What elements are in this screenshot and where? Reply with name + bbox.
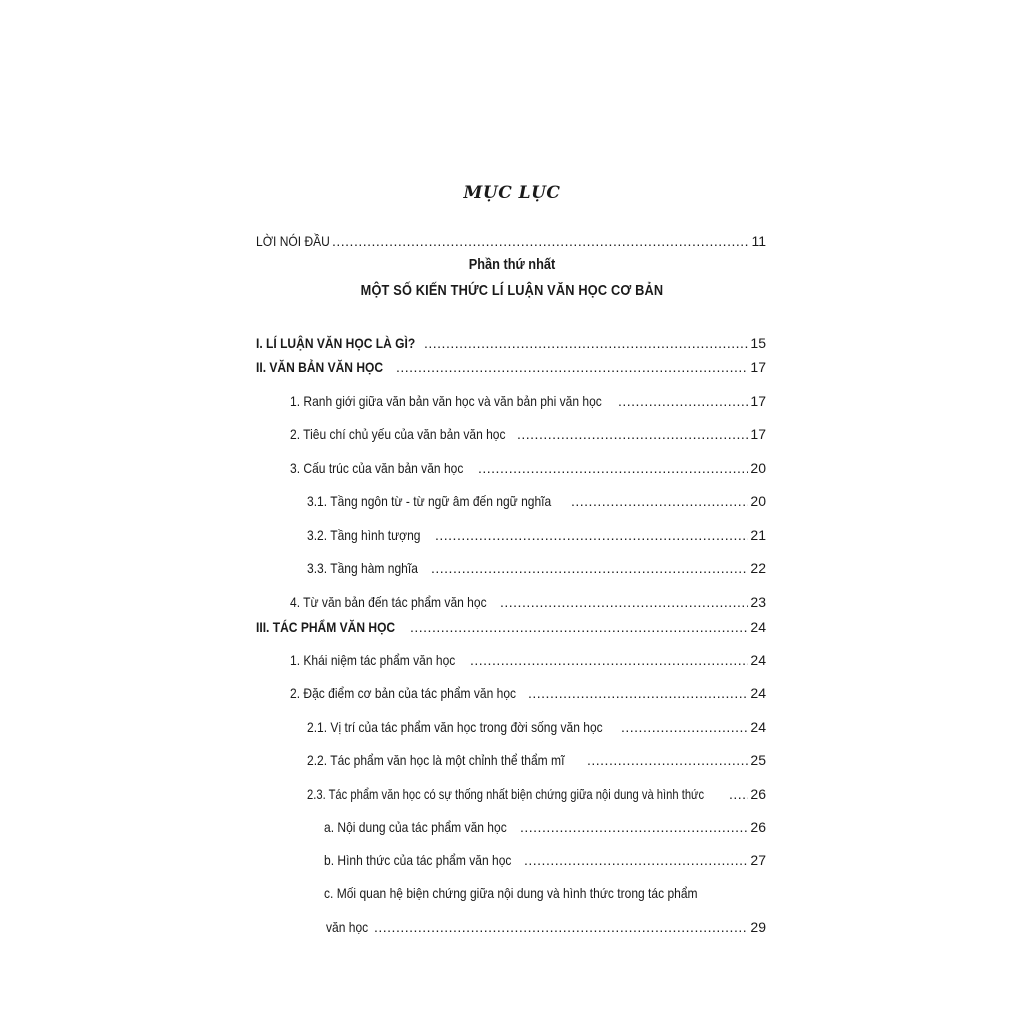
toc-entry-label: văn học — [326, 919, 369, 935]
toc-entry-3-1[interactable] — [290, 650, 766, 670]
dot-leader — [618, 391, 748, 411]
dot-leader — [621, 717, 748, 737]
toc-entry-page: 23 — [750, 594, 766, 610]
toc-entry-2-3-3[interactable] — [307, 558, 766, 578]
toc-entry-label: 2.2. Tác phẩm văn học là một chỉnh thể thẩm mĩ — [307, 752, 565, 768]
toc-entry-3-2[interactable] — [290, 683, 766, 703]
toc-entry-label: b. Hình thức của tác phẩm văn học — [324, 852, 512, 868]
dot-leader — [396, 357, 748, 377]
toc-entry-3-2-2[interactable] — [307, 750, 766, 770]
toc-entry-page: 25 — [750, 752, 766, 768]
part-title: MỘT SỐ KIẾN THỨC LÍ LUẬN VĂN HỌC CƠ BẢN — [360, 283, 664, 299]
toc-entry-section-1[interactable] — [256, 333, 766, 353]
toc-entry-label: a. Nội dung của tác phẩm văn học — [324, 819, 507, 835]
toc-entry-label: 4. Từ văn bản đến tác phẩm văn học — [290, 594, 487, 610]
toc-entry-label: 3. Cấu trúc của văn bản văn học — [290, 460, 464, 476]
dot-leader — [520, 817, 748, 837]
toc-entry-3-2-3-b[interactable] — [324, 850, 766, 870]
dot-leader — [524, 850, 748, 870]
toc-entry-page: 17 — [750, 393, 766, 409]
toc-entry-page: 24 — [750, 685, 766, 701]
toc-entry-3-2-3-c[interactable]: c. Mối quan hệ biện chứng giữa nội dung và hình thức trong tác phẩm — [324, 885, 698, 901]
toc-entry-label: 2. Tiêu chí chủ yếu của văn bản văn học — [290, 426, 506, 442]
toc-entry-label: 2.3. Tác phẩm văn học có sự thống nhất biện chứng giữa nội dung và hình thức — [307, 786, 705, 802]
toc-entry-3-2-1[interactable] — [307, 717, 766, 737]
toc-entry-2-1[interactable] — [290, 391, 766, 411]
toc-entry-label: 2. Đặc điểm cơ bản của tác phẩm văn học — [290, 685, 517, 701]
dot-leader — [517, 424, 748, 444]
toc-entry-3-2-3-c-cont[interactable] — [326, 917, 766, 937]
dot-leader — [571, 491, 748, 511]
dot-leader — [470, 650, 748, 670]
part-label: Phần thứ nhất — [468, 257, 556, 273]
toc-entry-3-2-3-a[interactable] — [324, 817, 766, 837]
toc-entry-2-3-2[interactable] — [307, 525, 766, 545]
toc-entry-page: 26 — [750, 819, 766, 835]
dot-leader — [374, 917, 748, 937]
toc-entry-label: II. VĂN BẢN VĂN HỌC — [256, 359, 384, 375]
toc-entry-page: 20 — [750, 460, 766, 476]
dot-leader — [729, 784, 748, 804]
toc-entry-2-2[interactable] — [290, 424, 766, 444]
dot-leader — [528, 683, 748, 703]
toc-entry-page: 15 — [750, 335, 766, 351]
toc-entry-2-3-1[interactable] — [307, 491, 766, 511]
toc-entry-label: LỜI NÓI ĐẦU — [256, 233, 330, 249]
toc-entry-page: 24 — [750, 719, 766, 735]
toc-entry-preface[interactable] — [256, 231, 766, 251]
toc-entry-label: 3.3. Tầng hàm nghĩa — [307, 560, 418, 576]
toc-entry-label: 3.1. Tầng ngôn từ - từ ngữ âm đến ngữ nghĩa — [307, 493, 552, 509]
toc-entry-2-3[interactable] — [290, 458, 766, 478]
toc-entry-label: 3.2. Tầng hình tượng — [307, 527, 421, 543]
toc-entry-page: 26 — [750, 786, 766, 802]
toc-entry-label: I. LÍ LUẬN VĂN HỌC LÀ GÌ? — [256, 335, 416, 351]
toc-entry-page: 27 — [750, 852, 766, 868]
toc-entry-page: 29 — [750, 919, 766, 935]
dot-leader — [500, 592, 748, 612]
dot-leader — [587, 750, 748, 770]
dot-leader — [410, 617, 748, 637]
toc-entry-section-3[interactable] — [256, 617, 766, 637]
toc-entry-page: 24 — [750, 652, 766, 668]
dot-leader — [332, 231, 749, 251]
dot-leader — [431, 558, 748, 578]
toc-entry-page: 17 — [750, 359, 766, 375]
page-title: MỤC LỤC — [463, 183, 561, 203]
toc-entry-label: III. TÁC PHẨM VĂN HỌC — [256, 619, 396, 635]
dot-leader — [478, 458, 748, 478]
toc-entry-page: 22 — [750, 560, 766, 576]
toc-entry-3-2-3[interactable] — [307, 784, 766, 804]
toc-entry-page: 24 — [750, 619, 766, 635]
toc-entry-label: 2.1. Vị trí của tác phẩm văn học trong đời sống văn học — [307, 719, 603, 735]
toc-entry-page: 17 — [750, 426, 766, 442]
toc-entry-section-2[interactable] — [256, 357, 766, 377]
toc-entry-label: 1. Khái niệm tác phẩm văn học — [290, 652, 456, 668]
toc-entry-2-4[interactable] — [290, 592, 766, 612]
toc-entry-page: 11 — [751, 233, 766, 249]
dot-leader — [424, 333, 748, 353]
toc-entry-page: 21 — [750, 527, 766, 543]
toc-entry-label: 1. Ranh giới giữa văn bản văn học và văn bản phi văn học — [290, 393, 602, 409]
toc-entry-page: 20 — [750, 493, 766, 509]
dot-leader — [435, 525, 748, 545]
